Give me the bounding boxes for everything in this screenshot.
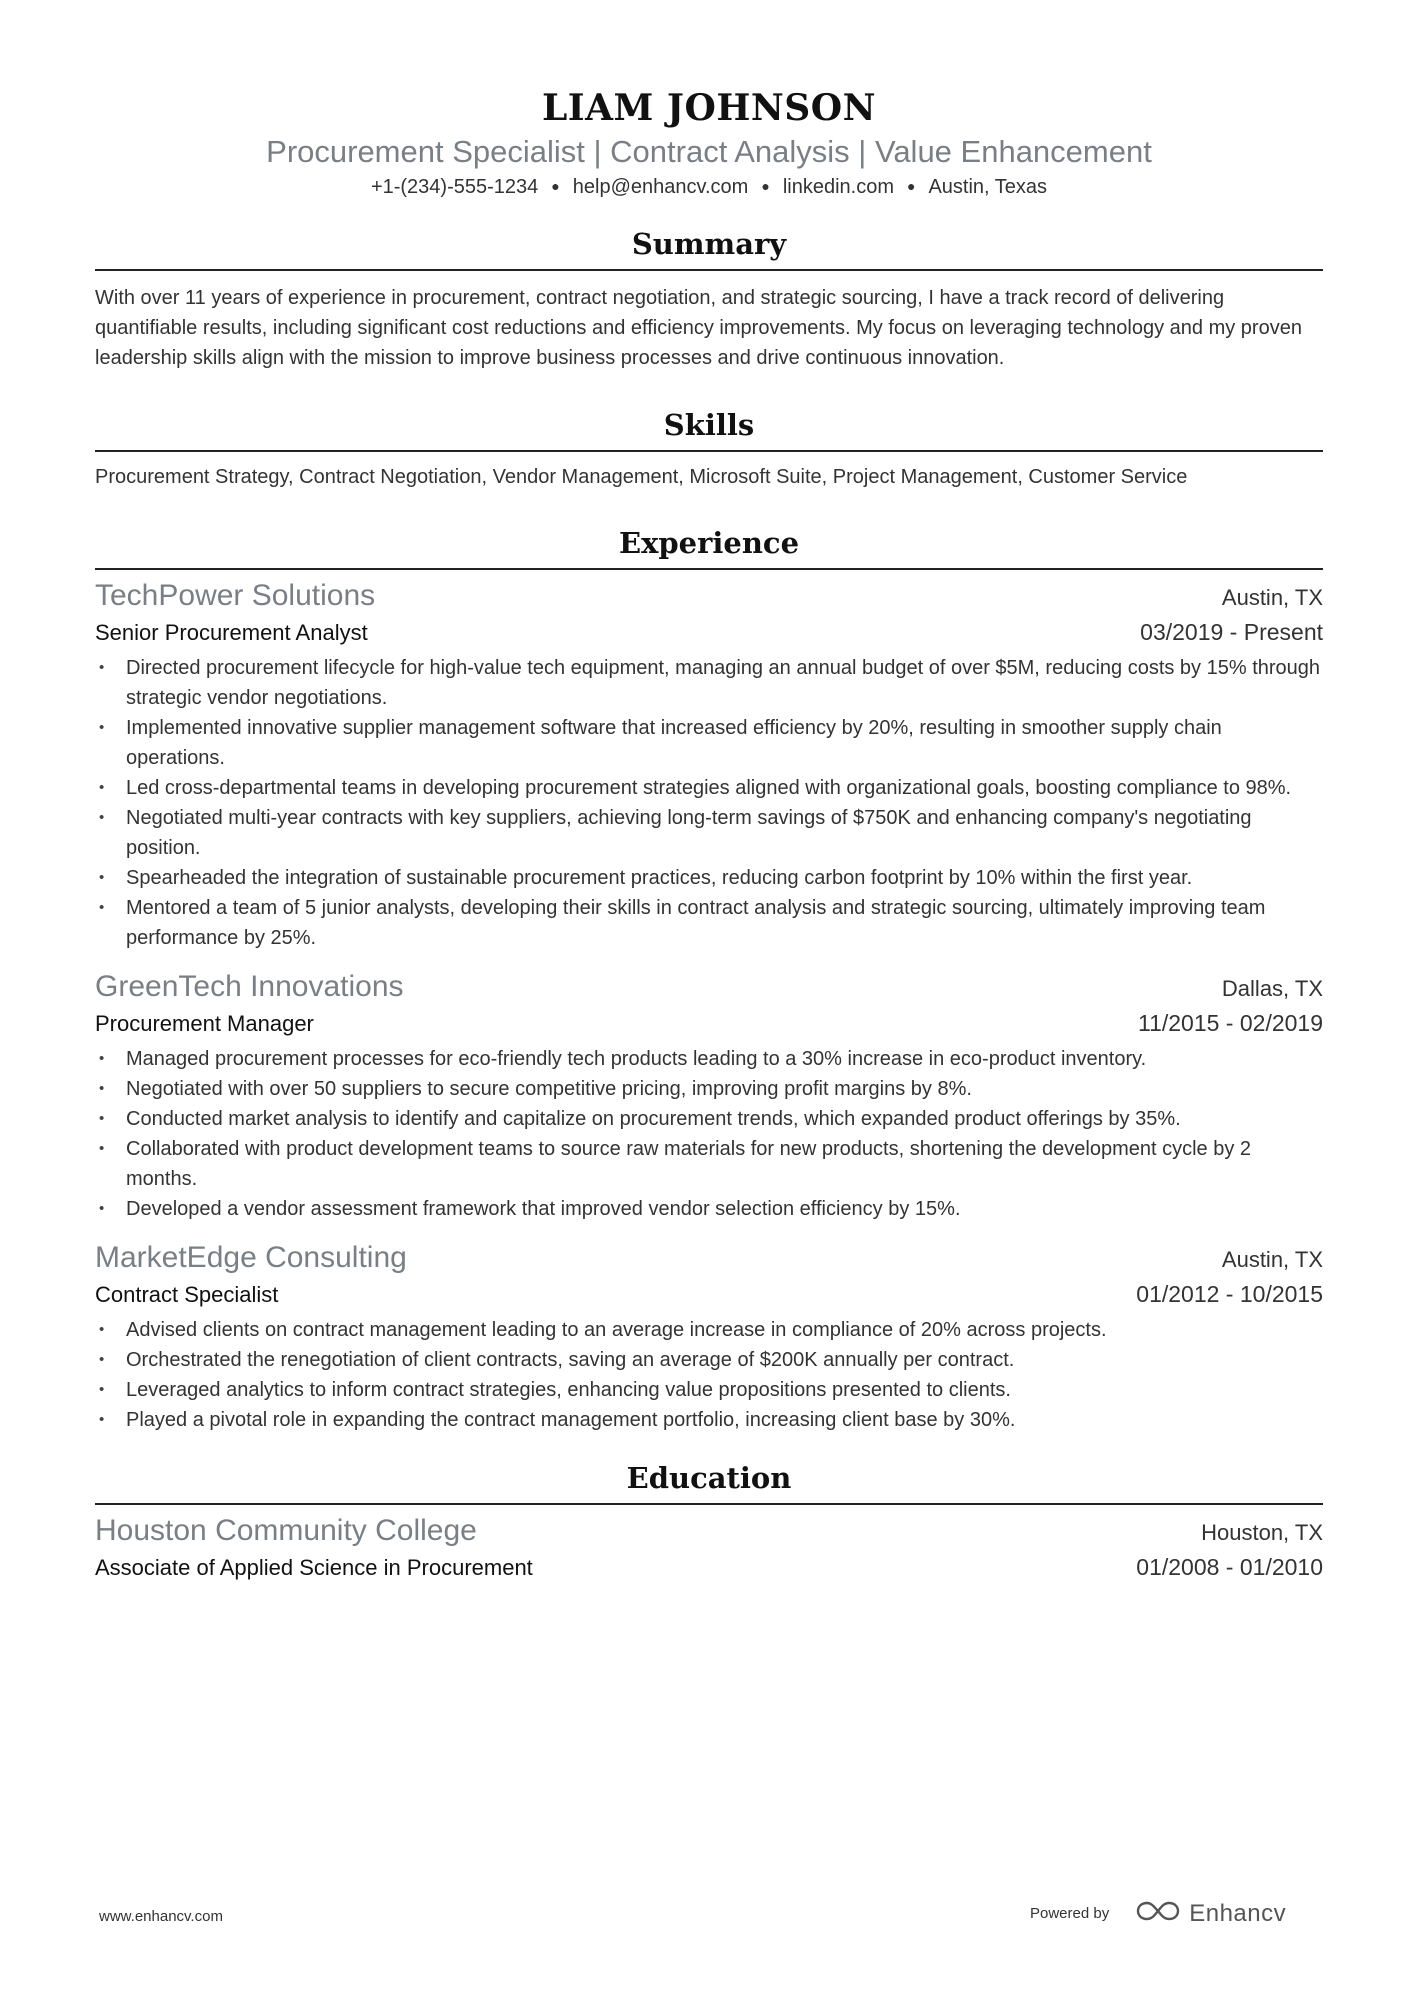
bullet-item: • Mentored a team of 5 junior analysts, developing their skills in contract analysis and strategic sourcing, ultimately improving team performance by 25%. [95,893,1323,953]
job-bullets [95,1044,1323,1224]
candidate-title: Procurement Specialist | Contract Analysis | Value Enhancement [266,134,1152,169]
skills-section [95,406,1323,490]
bullet-item: • Conducted market analysis to identify and capitalize on procurement trends, which expanded product offerings by 35%. [95,1104,1323,1134]
education-section [95,1459,1323,1584]
powered-by-label: Powered by [1030,1905,1110,1922]
bullet-item: • Leveraged analytics to inform contract strategies, enhancing value propositions presented to clients. [95,1375,1323,1405]
footer-website[interactable]: www.enhancv.com [99,1908,223,1925]
section-title-education: Education [626,1461,792,1495]
job-entry [95,1238,1323,1435]
separator-dot: ● [551,178,560,194]
company-name: TechPower Solutions [95,579,376,612]
summary-text: With over 11 years of experience in procurement, contract negotiation, and strategic sourcing, I have a track record of delivering quantifiable results, including significant cost reductions and efficiency improvements. My focus on leveraging technology and my proven leadership skills align with the mission to improve business processes and drive continuous innovation. [95,287,1302,369]
skills-text: Procurement Strategy, Contract Negotiation, Vendor Management, Microsoft Suite, Project Management, Customer Service [95,466,1188,488]
job-location: Dallas, TX [1221,976,1323,1001]
section-divider [95,450,1323,452]
separator-dot: ● [761,178,770,194]
job-bullets [95,653,1323,953]
job-entry [95,967,1323,1224]
bullet-item: • Negotiated with over 50 suppliers to secure competitive pricing, improving profit margins by 8%. [95,1074,1323,1104]
footer-branding [1030,1899,1286,1928]
job-role: Contract Specialist [95,1282,279,1307]
company-name: GreenTech Innovations [95,970,404,1003]
section-divider [95,568,1323,570]
section-title-summary: Summary [631,227,787,261]
enhancv-infinity-logo-icon [1135,1899,1181,1928]
section-title-skills: Skills [663,408,755,442]
resume-header [95,0,1323,201]
separator-dot: ● [906,178,916,194]
resume-page [95,0,1323,1584]
bullet-item: • Led cross-departmental teams in developing procurement strategies aligned with organizational goals, boosting compliance to 98%. [95,773,1323,803]
job-bullets [95,1315,1323,1435]
experience-section [95,524,1323,1435]
bullet-item: • Negotiated multi-year contracts with key suppliers, achieving long-term savings of $750K and enhancing company's negotiating position. [95,803,1323,863]
company-name: MarketEdge Consulting [95,1241,407,1274]
location: Austin, Texas [928,176,1048,198]
school-location: Houston, TX [1201,1520,1323,1545]
school-name: Houston Community College [95,1514,477,1547]
job-location: Austin, TX [1221,585,1323,610]
job-dates: 03/2019 - Present [1140,619,1323,645]
email-link[interactable]: help@enhancv.com [572,176,749,198]
bullet-item: • Orchestrated the renegotiation of client contracts, saving an average of $200K annually per contract. [95,1345,1323,1375]
brand-name: Enhancv [1189,1899,1287,1927]
section-title-experience: Experience [618,526,800,560]
contact-line [95,172,1323,201]
section-divider [95,269,1323,271]
summary-section [95,225,1323,373]
job-entry [95,576,1323,953]
phone: +1-(234)-555-1234 [370,176,539,198]
bullet-item: • Developed a vendor assessment framework that improved vendor selection efficiency by 15%. [95,1194,1323,1224]
linkedin-link[interactable]: linkedin.com [782,176,894,198]
job-location: Austin, TX [1221,1247,1323,1272]
bullet-item: • Played a pivotal role in expanding the contract management portfolio, increasing client base by 30%. [95,1405,1323,1435]
education-dates: 01/2008 - 01/2010 [1136,1554,1323,1580]
section-divider [95,1503,1323,1505]
job-role: Senior Procurement Analyst [95,620,368,645]
job-dates: 11/2015 - 02/2019 [1137,1010,1323,1036]
bullet-item: • Managed procurement processes for eco-friendly tech products leading to a 30% increase in eco-product inventory. [95,1044,1323,1074]
candidate-name: LIAM JOHNSON [541,87,877,129]
bullet-item: • Collaborated with product development teams to source raw materials for new products, shortening the development cycle by 2 months. [95,1134,1323,1194]
bullet-item: • Implemented innovative supplier management software that increased efficiency by 20%, resulting in smoother supply chain operations. [95,713,1323,773]
bullet-item: • Advised clients on contract management leading to an average increase in compliance of 20% across projects. [95,1315,1323,1345]
bullet-item: • Directed procurement lifecycle for high-value tech equipment, managing an annual budget of over $5M, reducing costs by 15% through strategic vendor negotiations. [95,653,1323,713]
degree: Associate of Applied Science in Procurement [95,1555,533,1580]
job-role: Procurement Manager [95,1011,314,1036]
bullet-item: • Spearheaded the integration of sustainable procurement practices, reducing carbon footprint by 10% within the first year. [95,863,1323,893]
job-dates: 01/2012 - 10/2015 [1136,1281,1323,1307]
